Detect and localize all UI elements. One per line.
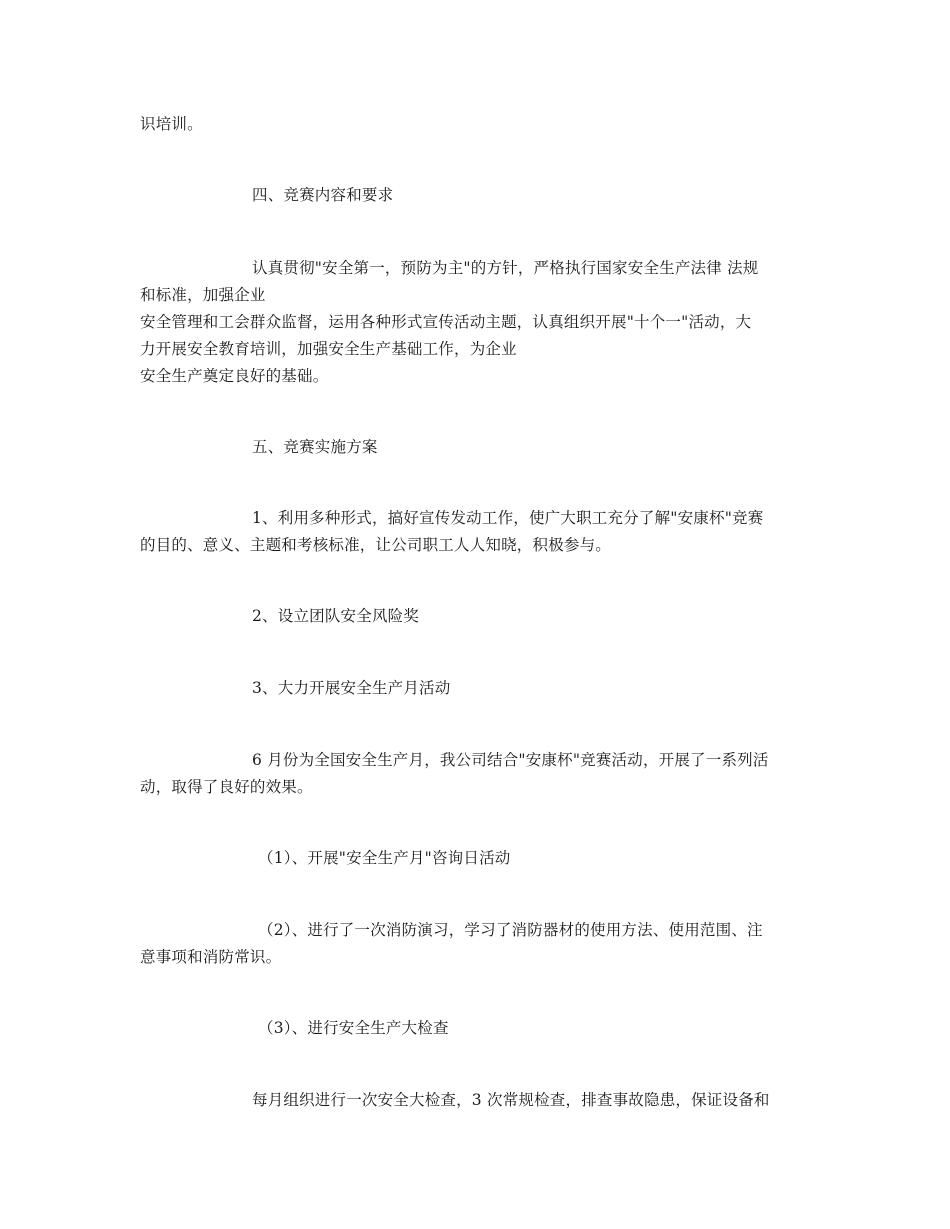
text-line: 识培训。	[140, 115, 203, 133]
text-line: （2）、进行了一次消防演习，学习了消防器材的使用方法、使用范围、注	[258, 921, 763, 939]
text-line: 认真贯彻"安全第一，预防为主"的方针，严格执行国家安全生产法律 法规	[252, 259, 759, 277]
text-line: 力开展安全教育培训，加强安全生产基础工作，为企业	[140, 340, 517, 358]
section-heading: 五、竞赛实施方案	[252, 438, 378, 456]
text-line: 2、设立团队安全风险奖	[252, 607, 420, 625]
text-line: 安全生产奠定良好的基础。	[140, 367, 329, 385]
section-heading: 四、竞赛内容和要求	[252, 186, 394, 204]
text-line: 和标准，加强企业	[140, 286, 266, 304]
text-line: 的目的、意义、主题和考核标准，让公司职工人人知晓，积极参与。	[140, 536, 612, 554]
text-line: 每月组织进行一次安全大检查，3 次常规检查，排查事故隐患，保证设备和	[252, 1091, 770, 1109]
text-line: 动，取得了良好的效果。	[140, 778, 313, 796]
text-line: 1、利用多种形式，搞好宣传发动工作，使广大职工充分了解"安康杯"竞赛	[252, 509, 764, 527]
text-line: 意事项和消防常识。	[140, 948, 282, 966]
text-line: 安全管理和工会群众监督，运用各种形式宣传活动主题，认真组织开展"十个一"活动，大	[140, 313, 752, 331]
text-line: （3）、进行安全生产大检查	[258, 1019, 449, 1037]
text-line: （1）、开展"安全生产月"咨询日活动	[258, 849, 511, 867]
text-line: 3、大力开展安全生产月活动	[252, 679, 451, 697]
text-line: 6 月份为全国安全生产月，我公司结合"安康杯"竞赛活动，开展了一系列活	[252, 751, 769, 769]
